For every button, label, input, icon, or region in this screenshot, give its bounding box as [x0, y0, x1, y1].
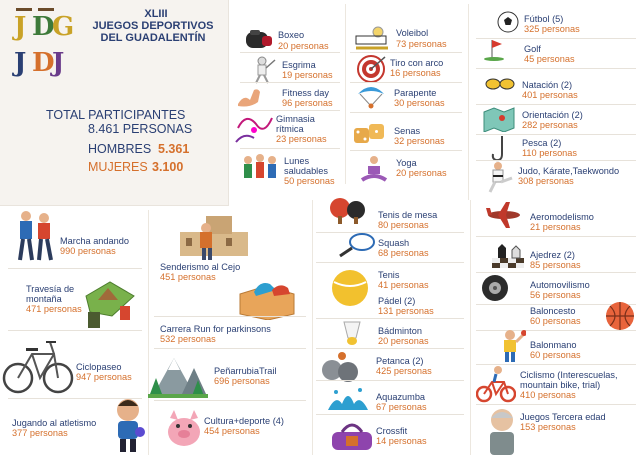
mountain-trees-icon [148, 348, 208, 398]
sport-count: 20 personas [278, 41, 329, 51]
sport-count: 325 personas [524, 24, 580, 34]
sport-name: Aeromodelismo [530, 212, 594, 222]
swim-goggles-icon [484, 74, 516, 94]
sport-name: Marcha andando [60, 236, 129, 246]
sport-name: Senderismo al Cejo [160, 262, 241, 272]
sport-name: Senas [394, 126, 421, 136]
athlete-kid-icon [110, 396, 146, 454]
sport-name: Bádminton [378, 326, 422, 336]
sport-count: 532 personas [160, 334, 216, 344]
sport-count: 23 personas [276, 134, 327, 144]
mountain-map-icon [82, 276, 138, 332]
hiker-ruins-icon [176, 210, 252, 262]
sport-count: 16 personas [390, 68, 441, 78]
yoga-icon [360, 154, 388, 184]
sport-count: 80 personas [378, 220, 429, 230]
piggy-icon [164, 404, 204, 452]
sport-name: Crossfit [376, 426, 408, 436]
handball-player-icon [494, 328, 526, 362]
sport-name-line2: montaña [26, 294, 62, 304]
event-logo: J D G J D J [12, 8, 74, 86]
ping-pong-icon [328, 196, 366, 224]
sport-name: Fútbol (5) [524, 14, 564, 24]
men-value: 5.361 [158, 142, 190, 156]
sport-name: Ciclismo (Interescuelas, [520, 370, 618, 380]
column-divider [468, 4, 469, 200]
sport-count: 14 personas [376, 436, 427, 446]
sport-count: 20 personas [378, 336, 429, 346]
row-divider [8, 268, 142, 269]
sport-name: Balonmano [530, 340, 577, 350]
sport-name: Cultura+deporte (4) [204, 416, 284, 426]
sport-name: Ajedrez (2) [530, 250, 575, 260]
sport-name: Golf [524, 44, 541, 54]
sport-count: 19 personas [282, 70, 333, 80]
sport-count: 20 personas [396, 168, 447, 178]
sport-name: Fitness day [282, 88, 329, 98]
sport-name: Lunes [284, 156, 310, 166]
sport-name: Orientación (2) [522, 110, 583, 120]
petanque-balls-icon [320, 350, 360, 384]
sport-count: 451 personas [160, 272, 216, 282]
women-label: MUJERES [88, 160, 148, 174]
row-divider [316, 318, 464, 319]
sport-name: Squash [378, 238, 410, 248]
sport-name-line2: rítmica [276, 124, 304, 134]
sport-count: 410 personas [520, 390, 576, 400]
sport-name: Jugando al atletismo [12, 418, 97, 428]
sport-name: Carrera Run for parkinsons [160, 324, 271, 334]
sport-count: 30 personas [394, 98, 445, 108]
row-divider [476, 104, 636, 105]
men-label: HOMBRES [88, 142, 152, 156]
walkers-icon [14, 208, 58, 264]
sport-count: 73 personas [396, 39, 447, 49]
sport-name: Baloncesto [530, 306, 576, 316]
row-divider [240, 52, 340, 53]
row-divider [350, 52, 462, 53]
total-label: TOTAL PARTICIPANTES [46, 108, 186, 122]
column-divider [345, 4, 346, 184]
sport-name: Aquazumba [376, 392, 426, 402]
sport-name: PeñarrubiaTrail [214, 366, 277, 376]
sport-name: Ciclopaseo [76, 362, 122, 372]
dice-icon [352, 122, 386, 146]
fencer-icon [248, 56, 276, 84]
archery-target-icon [356, 54, 386, 84]
sport-name: Yoga [396, 158, 417, 168]
sport-name: Boxeo [278, 30, 305, 40]
row-divider [316, 348, 464, 349]
senior-icon [484, 406, 520, 455]
tire-icon [480, 274, 510, 302]
sport-count: 85 personas [530, 260, 581, 270]
sport-count: 56 personas [530, 290, 581, 300]
martial-artist-icon [484, 160, 514, 194]
row-divider [240, 148, 340, 149]
sport-name: Juegos Tercera edad [520, 412, 606, 422]
sport-count: 50 personas [284, 176, 335, 186]
edition-label: XLIII [144, 8, 168, 20]
sport-name: Petanca (2) [376, 356, 424, 366]
sport-count: 60 personas [530, 350, 581, 360]
row-divider [350, 150, 462, 151]
row-divider [476, 404, 636, 405]
sport-count: 282 personas [522, 120, 578, 130]
sport-name: Esgrima [282, 60, 316, 70]
row-divider [316, 380, 464, 381]
sport-name: Judo, Kárate,Taekwondo [518, 166, 620, 176]
basketball-icon [604, 300, 636, 332]
column-divider [312, 200, 313, 455]
squash-racket-icon [336, 232, 376, 258]
title-line2: DEL GUADALENTÍN [100, 32, 206, 44]
sport-name: Voleibol [396, 28, 429, 38]
paraglider-icon [356, 84, 386, 110]
sport-count: 68 personas [378, 248, 429, 258]
sport-name: Travesía de [26, 284, 75, 294]
tennis-ball-icon [330, 268, 370, 308]
sport-name: Gimnasia [276, 114, 315, 124]
row-divider [350, 82, 462, 83]
row-divider [476, 272, 636, 273]
airplane-icon [484, 200, 524, 230]
sport-name: Pesca (2) [522, 138, 562, 148]
sport-name: Tiro con arco [390, 58, 444, 68]
boxing-glove-icon [244, 28, 274, 50]
sport-name: Tenis [378, 270, 400, 280]
bicycle-icon [2, 334, 74, 396]
sport-count: 32 personas [394, 136, 445, 146]
chess-icon [490, 240, 526, 270]
sport-count: 454 personas [204, 426, 260, 436]
running-shoes-box-icon [236, 272, 298, 320]
sport-count: 425 personas [376, 366, 432, 376]
sport-name-line2: mountain bike, trial) [520, 380, 601, 390]
sport-count: 110 personas [522, 148, 577, 158]
sport-count: 96 personas [282, 98, 333, 108]
sport-count: 131 personas [378, 306, 434, 316]
sport-count: 947 personas [76, 372, 132, 382]
sport-count: 308 personas [518, 176, 574, 186]
group-people-icon [240, 152, 280, 188]
total-value: 8.461 PERSONAS [88, 122, 193, 136]
water-splash-icon [326, 384, 370, 414]
row-divider [316, 262, 464, 263]
sport-name: Tenis de mesa [378, 210, 438, 220]
sport-count: 471 personas [26, 304, 82, 314]
sport-count: 377 personas [12, 428, 68, 438]
ribbon-gymnast-icon [232, 108, 274, 148]
row-divider [8, 330, 142, 331]
row-divider [154, 400, 306, 401]
kettlebell-icon [330, 418, 374, 454]
sport-count: 696 personas [214, 376, 270, 386]
sport-count: 401 personas [522, 90, 578, 100]
column-divider [148, 210, 149, 455]
row-divider [476, 68, 636, 69]
shuttlecock-icon [340, 320, 364, 346]
column-divider [470, 200, 471, 455]
sport-count: 21 personas [530, 222, 581, 232]
sport-count: 60 personas [530, 316, 581, 326]
sport-name-line2: saludables [284, 166, 328, 176]
golf-flag-icon [482, 38, 510, 62]
sport-name: Parapente [394, 88, 437, 98]
sport-name: Pádel (2) [378, 296, 416, 306]
sport-count: 45 personas [524, 54, 575, 64]
map-icon [482, 106, 516, 132]
sport-count: 153 personas [520, 422, 576, 432]
row-divider [240, 82, 340, 83]
bike-rider-icon [476, 364, 516, 404]
sport-name: Automovilismo [530, 280, 590, 290]
title-line1: JUEGOS DEPORTIVOS [92, 20, 214, 32]
sport-count: 67 personas [376, 402, 427, 412]
row-divider [316, 414, 464, 415]
row-divider [154, 316, 306, 317]
flexed-arm-icon [236, 86, 264, 108]
sport-count: 990 personas [60, 246, 116, 256]
row-divider [350, 112, 462, 113]
sport-name: Natación (2) [522, 80, 573, 90]
row-divider [476, 236, 636, 237]
soccer-ball-icon [496, 10, 520, 34]
sport-count: 41 personas [378, 280, 429, 290]
volleyball-net-icon [354, 26, 390, 50]
women-value: 3.100 [152, 160, 184, 174]
